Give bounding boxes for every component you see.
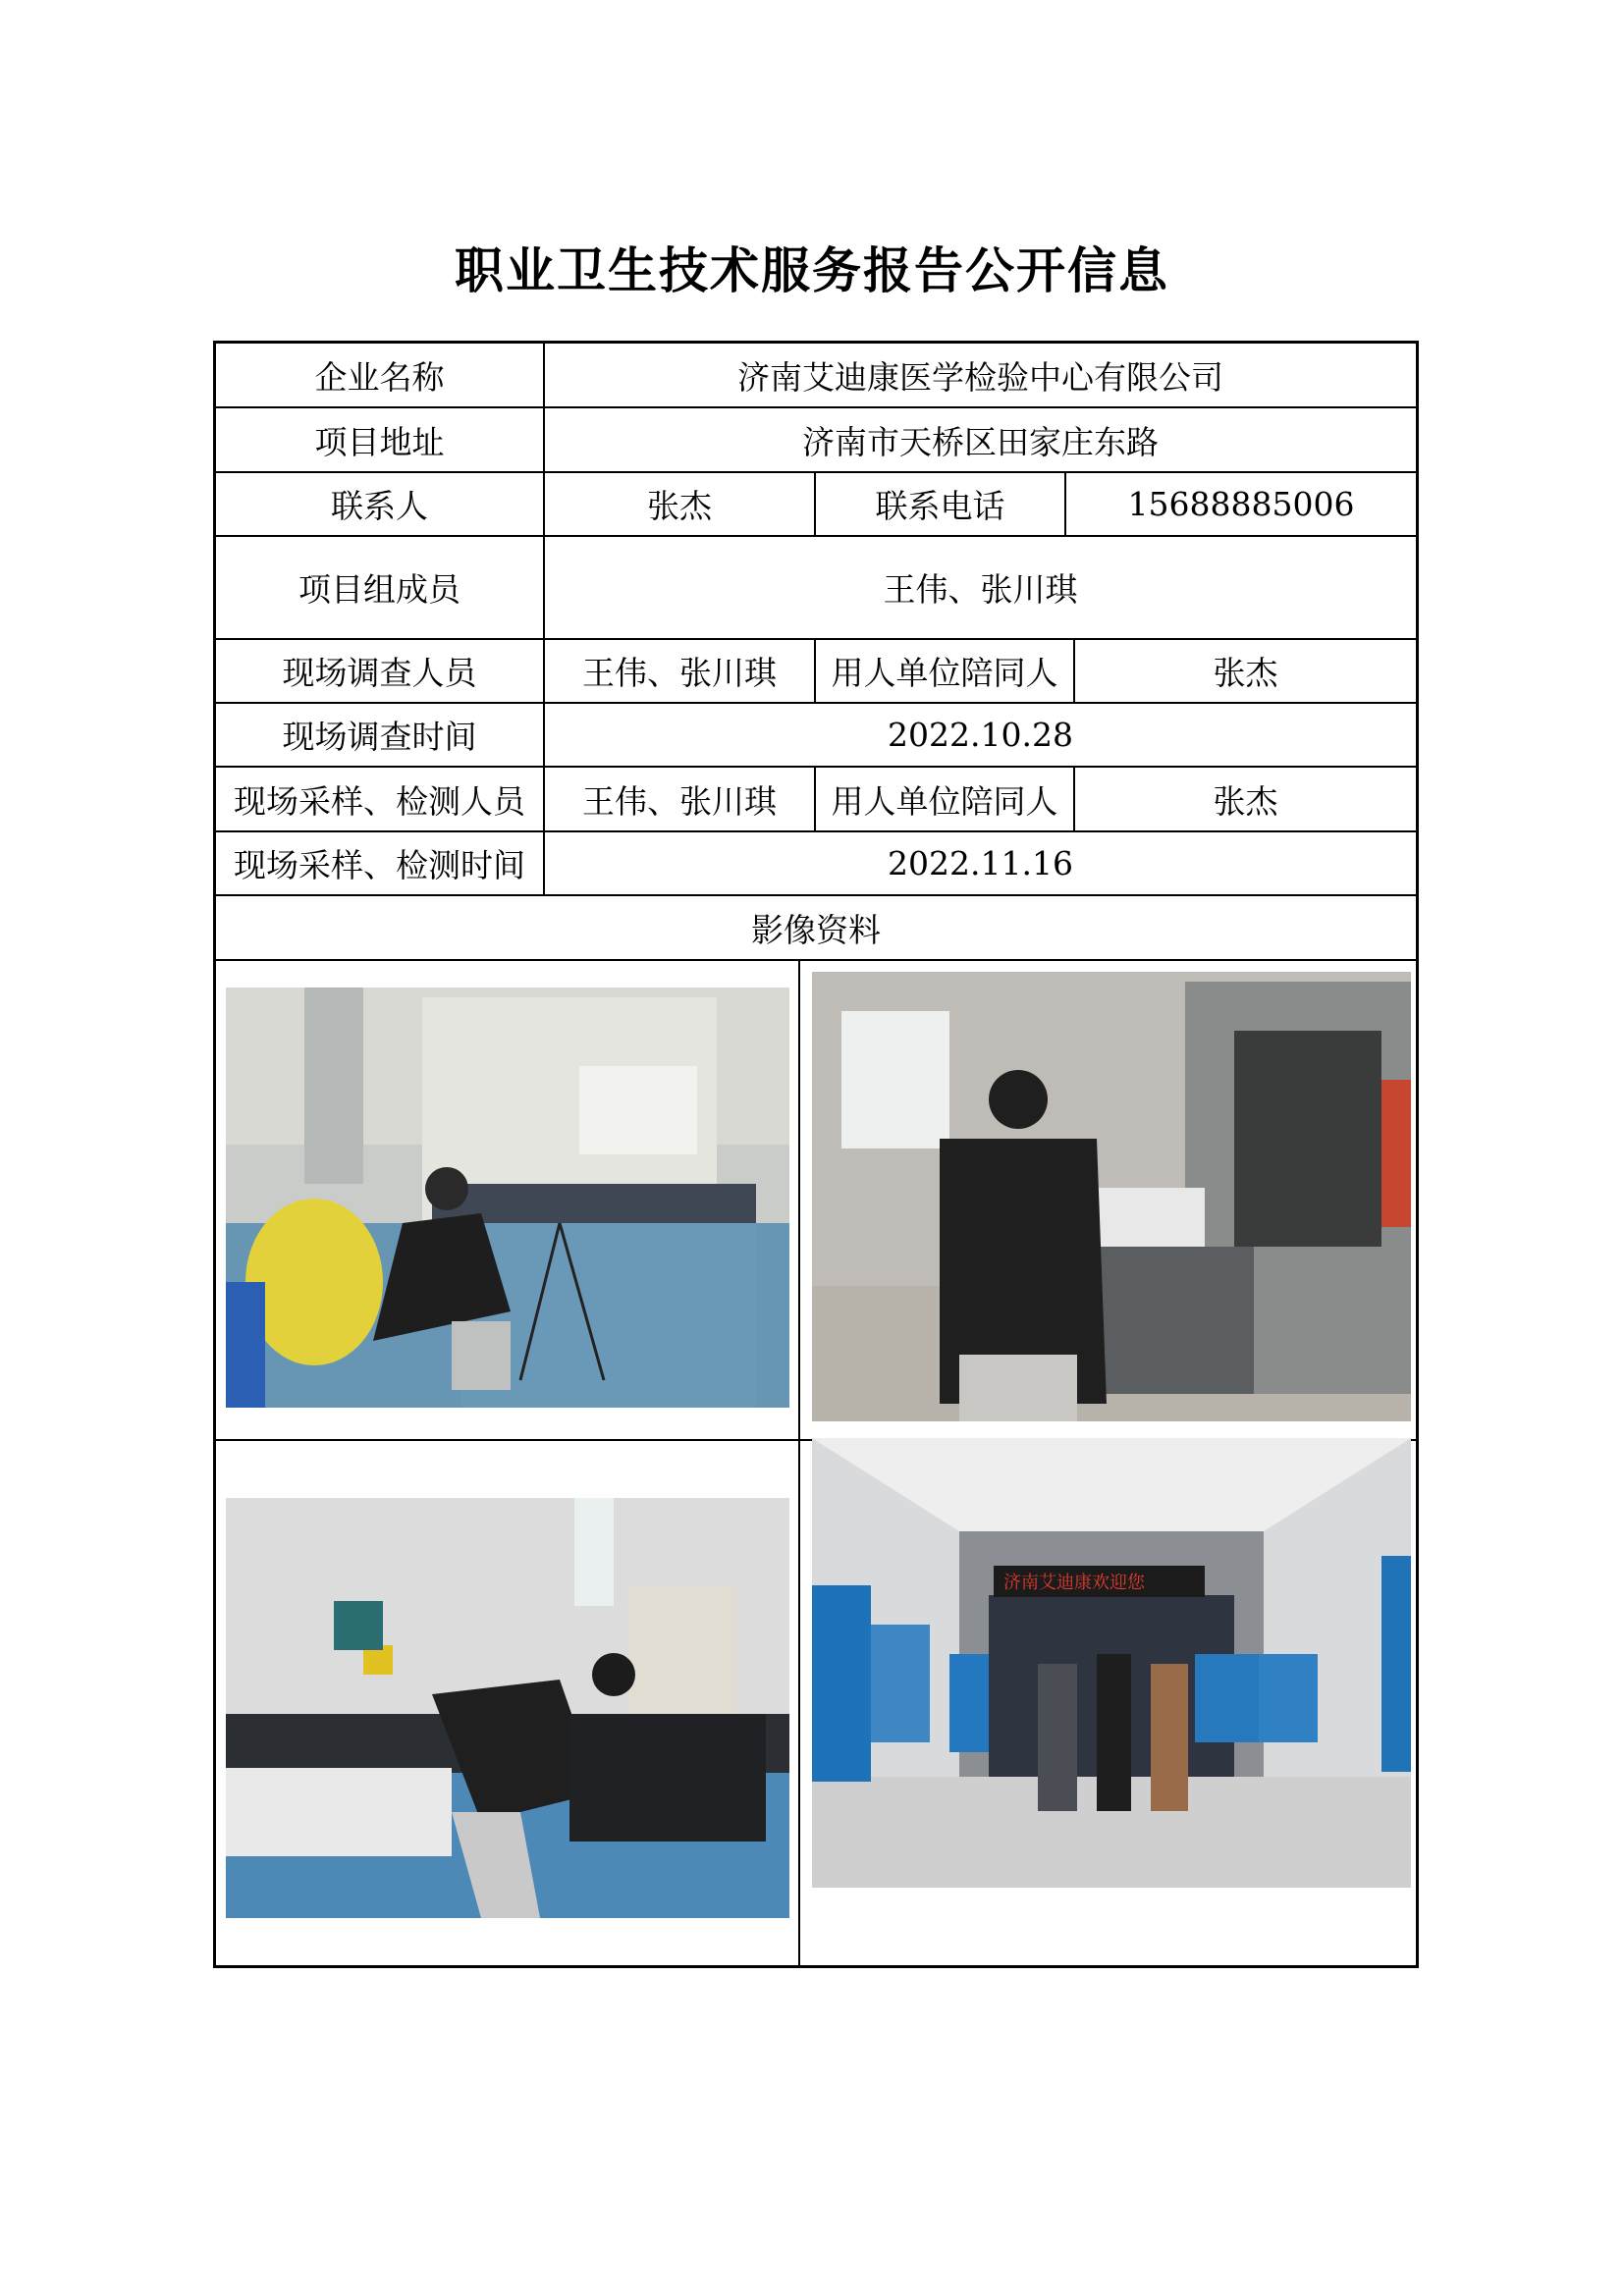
contact-label: 联系人 [331,487,428,525]
survey-escort-value: 张杰 [1213,654,1278,692]
phone-label: 联系电话 [875,487,1005,525]
survey-time-value: 2022.10.28 [888,716,1073,754]
address-label: 项目地址 [314,422,445,461]
sampling-escort-value: 张杰 [1213,781,1278,821]
survey-staff-value: 王伟、张川琪 [582,654,777,692]
team-label: 项目组成员 [298,570,460,609]
sampling-escort-label: 用人单位陪同人 [831,781,1058,821]
phone-value: 15688885006 [1127,485,1355,523]
images-heading: 影像资料 [751,910,881,949]
page-title: 职业卫生技术服务报告公开信息 [455,242,1169,299]
address-value: 济南市天桥区田家庄东路 [802,422,1159,461]
sampling-time-value: 2022.11.16 [888,844,1073,882]
company-name-label: 企业名称 [314,357,445,397]
sampling-staff-value: 王伟、张川琪 [582,781,777,821]
led-welcome-sign: 济南艾迪康欢迎您 [1003,1573,1145,1593]
survey-time-label: 现场调查时间 [282,718,477,756]
photo-fume-hood-sampling [812,972,1411,1421]
photo-lobby-group [812,1438,1411,1888]
photo-centrifuge-sampling [226,1498,789,1918]
survey-escort-label: 用人单位陪同人 [831,654,1058,692]
contact-value: 张杰 [647,487,712,525]
info-table [213,341,1419,1968]
company-name-value: 济南艾迪康医学检验中心有限公司 [737,357,1223,397]
photo-lab-sampling-kneeling [226,988,789,1408]
sampling-time-label: 现场采样、检测时间 [234,846,525,884]
survey-staff-label: 现场调查人员 [282,654,477,692]
sampling-staff-label: 现场采样、检测人员 [234,781,525,821]
team-value: 王伟、张川琪 [883,570,1078,609]
